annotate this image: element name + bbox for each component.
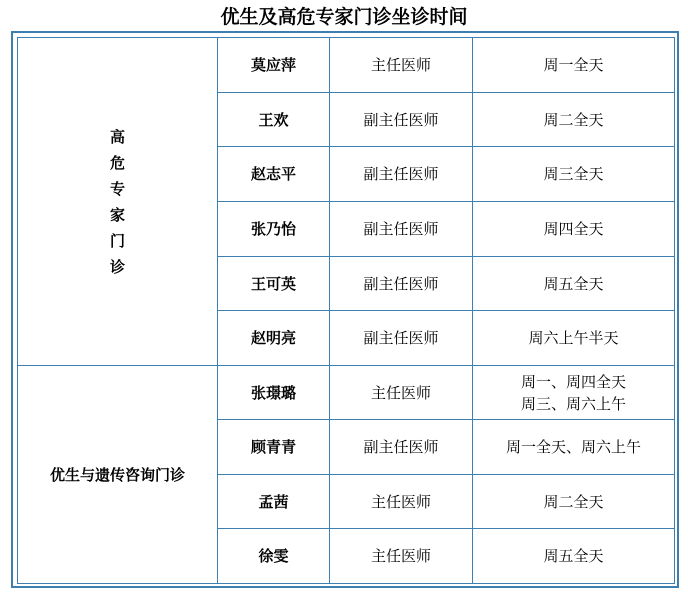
table-row (18, 38, 675, 93)
clinic-time-line-2: 周三、周六上午 (520, 394, 626, 413)
doctor-title: 副主任医师 (330, 93, 473, 147)
clinic-time: 周一全天 (473, 38, 675, 93)
doctor-name: 顾青青 (218, 420, 330, 475)
page-title: 优生及高危专家门诊坐诊时间 (220, 6, 468, 28)
clinic-time: 周一全天、周六上午 (473, 420, 675, 475)
group-label: 高危专家门诊 (109, 127, 125, 276)
doctor-name: 张乃怡 (218, 202, 330, 257)
schedule-table (17, 37, 675, 584)
doctor-title: 副主任医师 (330, 311, 473, 366)
group-cell-genetic-counseling (18, 366, 218, 584)
clinic-time: 周五全天 (473, 257, 675, 311)
clinic-time: 周三全天 (473, 147, 675, 202)
clinic-time: 周二全天 (473, 475, 675, 529)
doctor-title: 主任医师 (330, 38, 473, 93)
clinic-time: 周五全天 (473, 529, 675, 584)
group-label: 优生与遗传咨询门诊 (49, 465, 185, 484)
doctor-title: 主任医师 (330, 366, 473, 420)
doctor-name: 徐雯 (218, 529, 330, 584)
doctor-title: 副主任医师 (330, 257, 473, 311)
doctor-name: 莫应萍 (218, 38, 330, 93)
doctor-name: 赵明亮 (218, 311, 330, 366)
clinic-time: 周二全天 (473, 93, 675, 147)
doctor-name: 王可英 (218, 257, 330, 311)
doctor-name: 孟茜 (218, 475, 330, 529)
group-cell-high-risk (18, 38, 218, 366)
clinic-time: 周四全天 (473, 202, 675, 257)
doctor-name: 张璟璐 (218, 366, 330, 420)
doctor-title: 副主任医师 (330, 147, 473, 202)
doctor-title: 主任医师 (330, 529, 473, 584)
clinic-time-line-1: 周一、周四全天 (520, 372, 626, 391)
clinic-time: 周六上午半天 (473, 311, 675, 366)
doctor-title: 副主任医师 (330, 202, 473, 257)
doctor-title: 副主任医师 (330, 420, 473, 475)
table-row (18, 366, 675, 420)
doctor-title: 主任医师 (330, 475, 473, 529)
doctor-name: 王欢 (218, 93, 330, 147)
clinic-time (473, 366, 675, 420)
doctor-name: 赵志平 (218, 147, 330, 202)
